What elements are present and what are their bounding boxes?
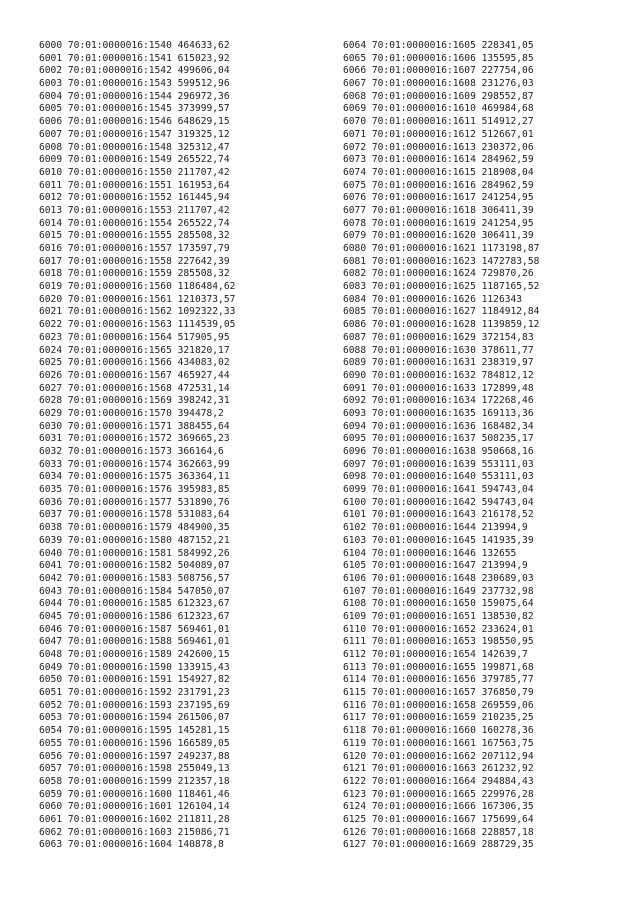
record-row: 6089 70:01:0000016:1631 238319,97 xyxy=(343,357,534,369)
record-row: 6116 70:01:0000016:1658 269559,06 xyxy=(343,699,534,711)
record-row: 6114 70:01:0000016:1656 379785,77 xyxy=(343,674,534,686)
record-row: 6115 70:01:0000016:1657 376850,79 xyxy=(343,687,534,699)
record-row: 6107 70:01:0000016:1649 237732,98 xyxy=(343,585,534,597)
record-row: 6008 70:01:0000016:1548 325312,47 xyxy=(39,141,230,153)
record-row: 6061 70:01:0000016:1602 211811,28 xyxy=(39,813,230,825)
record-row: 6080 70:01:0000016:1621 1173198,87 xyxy=(343,243,540,254)
record-row: 6048 70:01:0000016:1589 242600,15 xyxy=(39,649,230,660)
record-row: 6100 70:01:0000016:1642 594743,04 xyxy=(343,496,534,508)
record-row: 6019 70:01:0000016:1560 1186484,62 xyxy=(39,281,236,293)
record-row: 6057 70:01:0000016:1598 255049,13 xyxy=(39,763,230,775)
record-row: 6069 70:01:0000016:1610 469984,68 xyxy=(343,103,534,115)
record-row: 6046 70:01:0000016:1587 569461,01 xyxy=(39,623,230,635)
record-row: 6027 70:01:0000016:1568 472531,14 xyxy=(39,382,230,394)
record-row: 6103 70:01:0000016:1645 141935,39 xyxy=(343,534,534,546)
record-row: 6073 70:01:0000016:1614 284962,59 xyxy=(343,154,534,166)
record-row: 6001 70:01:0000016:1541 615023,92 xyxy=(39,52,230,64)
record-row: 6123 70:01:0000016:1665 229976,28 xyxy=(343,788,534,800)
record-row: 6056 70:01:0000016:1597 249237,88 xyxy=(39,750,230,762)
record-row: 6020 70:01:0000016:1561 1210373,57 xyxy=(39,293,236,305)
record-row: 6071 70:01:0000016:1612 512667,01 xyxy=(343,128,534,140)
record-row: 6044 70:01:0000016:1585 612323,67 xyxy=(39,598,230,610)
record-row: 6011 70:01:0000016:1551 161953,64 xyxy=(39,179,230,191)
record-row: 6088 70:01:0000016:1630 378611,77 xyxy=(343,344,534,356)
record-row: 6063 70:01:0000016:1604 140878,8 xyxy=(39,839,224,851)
record-row: 6024 70:01:0000016:1565 321820,17 xyxy=(39,344,230,356)
left-record-column xyxy=(39,40,235,852)
record-row: 6021 70:01:0000016:1562 1092322,33 xyxy=(39,306,236,318)
record-row: 6029 70:01:0000016:1570 394478,2 xyxy=(39,407,224,419)
record-row: 6064 70:01:0000016:1605 228341,05 xyxy=(343,40,534,51)
record-row: 6039 70:01:0000016:1580 487152,21 xyxy=(39,534,230,546)
record-row: 6058 70:01:0000016:1599 212357,18 xyxy=(39,775,230,787)
record-row: 6111 70:01:0000016:1653 198550,95 xyxy=(343,636,534,648)
record-row: 6106 70:01:0000016:1648 230689,03 xyxy=(343,572,534,584)
record-row: 6038 70:01:0000016:1579 484900,35 xyxy=(39,522,230,534)
record-row: 6072 70:01:0000016:1613 230372,06 xyxy=(343,141,534,153)
record-row: 6066 70:01:0000016:1607 227754,06 xyxy=(343,65,534,77)
record-row: 6092 70:01:0000016:1634 172268,46 xyxy=(343,395,534,407)
record-row: 6093 70:01:0000016:1635 169113,36 xyxy=(343,407,534,419)
record-row: 6015 70:01:0000016:1555 285508,32 xyxy=(39,230,230,242)
record-row: 6076 70:01:0000016:1617 241254,95 xyxy=(343,192,534,204)
record-row: 6109 70:01:0000016:1651 138530,82 xyxy=(343,610,534,622)
record-row: 6047 70:01:0000016:1588 569461,01 xyxy=(39,636,230,648)
record-row: 6022 70:01:0000016:1563 1114539,05 xyxy=(39,319,236,331)
record-row: 6054 70:01:0000016:1595 145281,15 xyxy=(39,725,230,737)
record-row: 6120 70:01:0000016:1662 207112,94 xyxy=(343,750,534,762)
record-row: 6084 70:01:0000016:1626 1126343 xyxy=(343,293,523,305)
record-row: 6006 70:01:0000016:1546 648629,15 xyxy=(39,116,230,128)
record-row: 6126 70:01:0000016:1668 228857,18 xyxy=(343,826,534,838)
record-row: 6005 70:01:0000016:1545 373999,57 xyxy=(39,103,230,115)
record-row: 6127 70:01:0000016:1669 288729,35 xyxy=(343,839,534,851)
record-row: 6051 70:01:0000016:1592 231791,23 xyxy=(39,687,230,699)
record-row: 6094 70:01:0000016:1636 168482,34 xyxy=(343,420,534,432)
record-row: 6026 70:01:0000016:1567 465927,44 xyxy=(39,369,230,381)
record-row: 6016 70:01:0000016:1557 173597,79 xyxy=(39,243,230,254)
record-row: 6121 70:01:0000016:1663 261232,92 xyxy=(343,763,534,775)
record-row: 6067 70:01:0000016:1608 231276,03 xyxy=(343,78,534,90)
record-row: 6122 70:01:0000016:1664 294884,43 xyxy=(343,775,534,787)
record-row: 6013 70:01:0000016:1553 211707,42 xyxy=(39,204,230,216)
record-row: 6007 70:01:0000016:1547 319325,12 xyxy=(39,128,230,140)
record-row: 6049 70:01:0000016:1590 133915,43 xyxy=(39,661,230,673)
record-row: 6030 70:01:0000016:1571 388455,64 xyxy=(39,420,230,432)
record-row: 6037 70:01:0000016:1578 531083,64 xyxy=(39,509,230,521)
record-row: 6082 70:01:0000016:1624 729870,26 xyxy=(343,268,534,280)
record-row: 6075 70:01:0000016:1616 284962,59 xyxy=(343,179,534,191)
record-row: 6050 70:01:0000016:1591 154927,82 xyxy=(39,674,230,686)
record-row: 6025 70:01:0000016:1566 434083,02 xyxy=(39,357,230,369)
record-row: 6010 70:01:0000016:1550 211707,42 xyxy=(39,166,230,178)
record-row: 6028 70:01:0000016:1569 398242,31 xyxy=(39,395,230,407)
record-row: 6068 70:01:0000016:1609 298552,87 xyxy=(343,90,534,102)
record-row: 6095 70:01:0000016:1637 508235,17 xyxy=(343,433,534,445)
record-row: 6032 70:01:0000016:1573 366164,6 xyxy=(39,446,224,457)
record-row: 6086 70:01:0000016:1628 1139859,12 xyxy=(343,319,540,331)
record-row: 6077 70:01:0000016:1618 306411,39 xyxy=(343,204,534,216)
record-row: 6097 70:01:0000016:1639 553111,03 xyxy=(343,458,534,470)
record-row: 6112 70:01:0000016:1654 142639,7 xyxy=(343,649,528,660)
record-row: 6002 70:01:0000016:1542 499606,04 xyxy=(39,65,230,77)
record-row: 6065 70:01:0000016:1606 135595,85 xyxy=(343,52,534,64)
record-row: 6042 70:01:0000016:1583 508756,57 xyxy=(39,572,230,584)
record-row: 6070 70:01:0000016:1611 514912,27 xyxy=(343,116,534,128)
record-row: 6124 70:01:0000016:1666 167306,35 xyxy=(343,801,534,813)
record-row: 6110 70:01:0000016:1652 233624,01 xyxy=(343,623,534,635)
record-row: 6119 70:01:0000016:1661 167563,75 xyxy=(343,737,534,749)
record-row: 6036 70:01:0000016:1577 531890,76 xyxy=(39,496,230,508)
record-row: 6125 70:01:0000016:1667 175699,64 xyxy=(343,813,534,825)
record-row: 6012 70:01:0000016:1552 161445,94 xyxy=(39,192,230,204)
record-row: 6081 70:01:0000016:1623 1472783,58 xyxy=(343,255,540,267)
record-row: 6085 70:01:0000016:1627 1184912,84 xyxy=(343,306,540,318)
record-row: 6053 70:01:0000016:1594 261506,07 xyxy=(39,712,230,724)
record-row: 6035 70:01:0000016:1576 395983,85 xyxy=(39,484,230,496)
record-row: 6031 70:01:0000016:1572 369665,23 xyxy=(39,433,230,445)
record-row: 6014 70:01:0000016:1554 265522,74 xyxy=(39,217,230,229)
record-row: 6059 70:01:0000016:1600 118461,46 xyxy=(39,788,230,800)
record-row: 6096 70:01:0000016:1638 950668,16 xyxy=(343,446,534,457)
record-row: 6040 70:01:0000016:1581 584992,26 xyxy=(39,547,230,559)
record-row: 6113 70:01:0000016:1655 199871,68 xyxy=(343,661,534,673)
right-record-column xyxy=(343,40,539,852)
record-row: 6102 70:01:0000016:1644 213994,9 xyxy=(343,522,528,534)
record-row: 6083 70:01:0000016:1625 1187165,52 xyxy=(343,281,540,293)
record-row: 6034 70:01:0000016:1575 363364,11 xyxy=(39,471,230,483)
record-row: 6023 70:01:0000016:1564 517905,95 xyxy=(39,331,230,343)
record-row: 6101 70:01:0000016:1643 216178,52 xyxy=(343,509,534,521)
record-row: 6087 70:01:0000016:1629 372154,83 xyxy=(343,331,534,343)
record-row: 6043 70:01:0000016:1584 547050,07 xyxy=(39,585,230,597)
record-row: 6045 70:01:0000016:1586 612323,67 xyxy=(39,610,230,622)
record-row: 6052 70:01:0000016:1593 237195,69 xyxy=(39,699,230,711)
record-row: 6091 70:01:0000016:1633 172899,48 xyxy=(343,382,534,394)
record-row: 6055 70:01:0000016:1596 166589,05 xyxy=(39,737,230,749)
record-row: 6078 70:01:0000016:1619 241254,95 xyxy=(343,217,534,229)
record-row: 6117 70:01:0000016:1659 210235,25 xyxy=(343,712,534,724)
record-row: 6074 70:01:0000016:1615 218908,04 xyxy=(343,166,534,178)
record-row: 6118 70:01:0000016:1660 160278,36 xyxy=(343,725,534,737)
record-row: 6098 70:01:0000016:1640 553111,03 xyxy=(343,471,534,483)
record-row: 6009 70:01:0000016:1549 265522,74 xyxy=(39,154,230,166)
record-row: 6003 70:01:0000016:1543 599512,96 xyxy=(39,78,230,90)
record-row: 6105 70:01:0000016:1647 213994,9 xyxy=(343,560,528,572)
record-row: 6104 70:01:0000016:1646 132655 xyxy=(343,547,517,559)
record-row: 6017 70:01:0000016:1558 227642,39 xyxy=(39,255,230,267)
record-row: 6033 70:01:0000016:1574 362663,99 xyxy=(39,458,230,470)
record-row: 6041 70:01:0000016:1582 504089,07 xyxy=(39,560,230,572)
record-row: 6062 70:01:0000016:1603 215086,71 xyxy=(39,826,230,838)
record-row: 6004 70:01:0000016:1544 296972,36 xyxy=(39,90,230,102)
record-row: 6090 70:01:0000016:1632 784812,12 xyxy=(343,369,534,381)
record-row: 6018 70:01:0000016:1559 285508,32 xyxy=(39,268,230,280)
record-row: 6079 70:01:0000016:1620 306411,39 xyxy=(343,230,534,242)
record-row: 6099 70:01:0000016:1641 594743,04 xyxy=(343,484,534,496)
record-row: 6108 70:01:0000016:1650 159075,64 xyxy=(343,598,534,610)
record-row: 6060 70:01:0000016:1601 126104,14 xyxy=(39,801,230,813)
record-row: 6000 70:01:0000016:1540 464633,62 xyxy=(39,40,230,51)
